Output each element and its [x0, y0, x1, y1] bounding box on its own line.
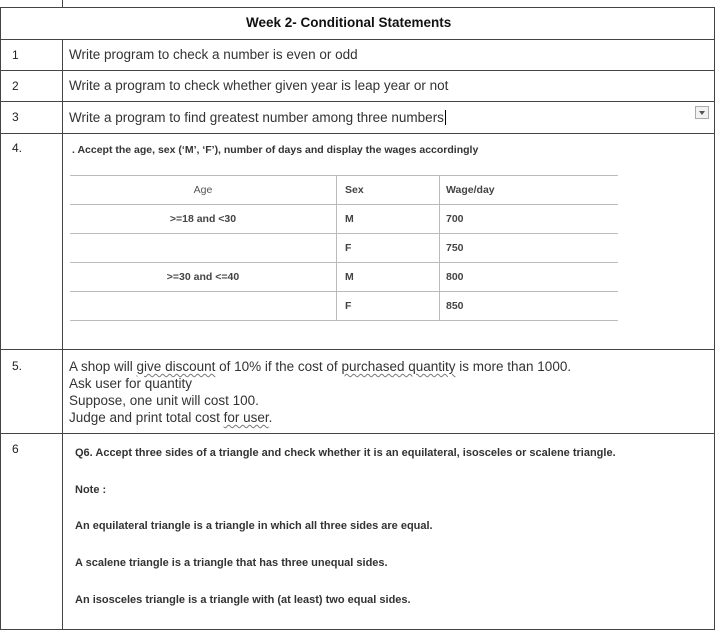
dropdown-arrow-icon[interactable]	[695, 106, 709, 119]
row-number: 4.	[12, 141, 23, 155]
row-number: 6	[12, 442, 19, 456]
header-sex: Sex	[337, 176, 440, 205]
row-divider	[0, 433, 715, 434]
spellcheck-underline: give discount	[136, 359, 216, 374]
column-divider	[62, 39, 63, 630]
row-divider	[0, 629, 715, 630]
row-number: 2	[12, 79, 19, 93]
cell-age	[70, 234, 337, 263]
row-divider	[0, 7, 715, 8]
cell-wage: 700	[440, 205, 619, 234]
row-divider	[0, 101, 715, 102]
row-divider	[0, 39, 715, 40]
table-row	[70, 205, 618, 234]
cell-sex: F	[337, 292, 440, 321]
scalene-definition: A scalene triangle is a triangle that has three unequal sides.	[75, 557, 388, 569]
spellcheck-underline: for user	[223, 410, 269, 425]
row-divider	[0, 70, 715, 71]
table-border-left	[0, 7, 1, 630]
q5-line-2: Ask user for quantity	[69, 376, 193, 391]
cell-age: >=18 and <30	[70, 205, 337, 234]
cell-wage: 800	[440, 263, 619, 292]
q5-text-segment: .	[268, 410, 273, 425]
row-number: 5.	[12, 359, 23, 373]
question-5-text[interactable]	[69, 358, 571, 426]
header-wage: Wage/day	[440, 176, 619, 205]
q5-text-segment: is more than 1000.	[455, 359, 572, 374]
question-3-text[interactable]	[69, 110, 446, 125]
row-divider	[0, 349, 715, 350]
question-2-text[interactable]: Write a program to check whether given year is leap year or not	[69, 78, 449, 93]
cell-age	[70, 292, 337, 321]
wage-table	[70, 175, 618, 321]
cell-age: >=30 and <=40	[70, 263, 337, 292]
table-border-right	[714, 7, 715, 630]
table-title: Week 2- Conditional Statements	[246, 15, 452, 30]
spellcheck-underline: purchased quantity	[341, 359, 456, 374]
header-age: Age	[70, 176, 337, 205]
wage-table-header	[70, 176, 618, 205]
row-number: 1	[12, 48, 19, 62]
question-1-text[interactable]: Write program to check a number is even or odd	[69, 47, 358, 62]
question-6-text[interactable]: Q6. Accept three sides of a triangle and check whether it is an equilateral, isosceles or scalene triangle.	[75, 447, 616, 459]
q5-line-1	[69, 358, 571, 375]
table-row	[70, 263, 618, 292]
table-row	[70, 234, 618, 263]
text-cursor	[445, 110, 446, 125]
q5-text-segment: of 10% if the cost of	[215, 359, 342, 374]
row-number: 3	[12, 110, 19, 124]
cell-sex: F	[337, 234, 440, 263]
isosceles-definition: An isosceles triangle is a triangle with (at least) two equal sides.	[75, 594, 411, 606]
question-3-label: Write a program to find greatest number among three numbers	[69, 110, 444, 125]
row-divider	[0, 133, 715, 134]
table-row	[70, 292, 618, 321]
cell-wage: 750	[440, 234, 619, 263]
question-4-text[interactable]: . Accept the age, sex (‘M’, ‘F’), number of days and display the wages accordingly	[72, 144, 479, 156]
q5-line-4	[69, 409, 571, 426]
column-tick	[62, 0, 63, 7]
cell-wage: 850	[440, 292, 619, 321]
equilateral-definition: An equilateral triangle is a triangle in which all three sides are equal.	[75, 520, 433, 532]
cell-sex: M	[337, 205, 440, 234]
q5-text-segment: Judge and print total cost	[69, 410, 224, 425]
q5-line-3: Suppose, one unit will cost 100.	[69, 393, 259, 408]
q5-text-segment: A shop will	[69, 359, 137, 374]
note-label: Note :	[75, 484, 107, 496]
cell-sex: M	[337, 263, 440, 292]
